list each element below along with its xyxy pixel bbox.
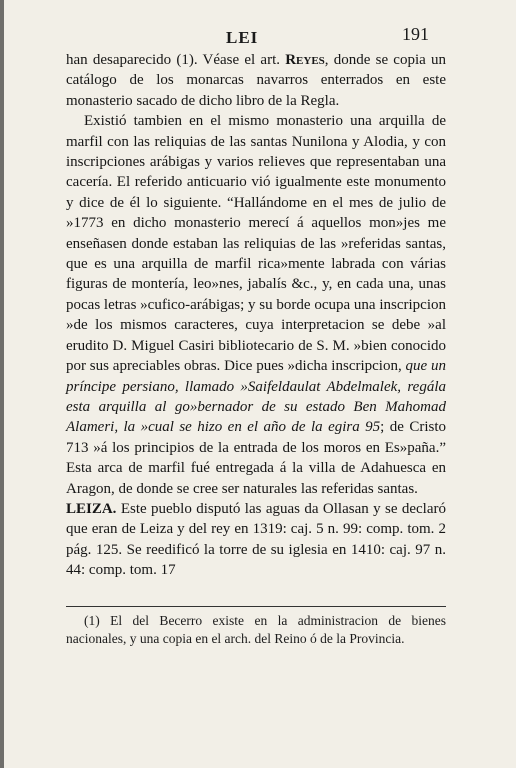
footnote-rule [66,606,446,607]
page-number: 191 [402,24,429,44]
entry-heading: LEIZA. [66,500,117,517]
cross-reference: Reyes [285,52,325,68]
entry-leiza [66,499,446,581]
paragraph-1-text-a: han desaparecido (1). Véase el art. [66,52,286,68]
paragraph-1-text-b: , donde se copia un catálogo de los monarcas navarros enterrados en este monasterio sacado de dicho libro de la Regla. [66,52,446,109]
footnote-text: (1) El del Becerro existe en la administracion de bienes nacionales, y una copia en el arch. del Reino ó de la Provincia. [66,613,446,646]
inscription-quote: que un príncipe persiano, llamado »Saifeldaulat Abdelmalek, regála esta arquilla al go»bernador de su estado Ben Mahomad Alameri, la »cual se hizo en el año de la egira 95 [66,358,446,436]
paragraph-2-text-b: ; de Cristo 713 »á los principios de la entrada de los moros en Es»paña.” Esta arca de marfil fué entregada á la villa de Adahuesca en Aragon, de donde se cree ser naturales las referidas santas. [66,419,446,497]
footnote [66,612,446,647]
main-text [66,50,446,581]
running-header [4,24,516,52]
book-page [4,0,516,768]
header-title: LEI [226,28,259,47]
entry-text: Este pueblo disputó las aguas da Ollasan y se declaró que eran de Leiza y del rey en 1319: caj. 5 n. 99: comp. tom. 2 pág. 125. Se reedificó la torre de su iglesia en 1410: caj. 97 n. 44: comp. tom. 17 [66,500,446,579]
paragraph-2 [66,111,446,499]
paragraph-2-text-a: Existió tambien en el mismo monasterio una arquilla de marfil con las reliquias de las santas Nunilona y Alodia, y con inscripciones arábigas y varios relieves que representaban una cacería. El referido anticuario vió igualmente este monumento y dice de él lo siguiente. “Hallándome en el mes de julio de »1773 en dicho monasterio merecí á aquellos mon»jes me enseñasen donde estaban las reliquias de las »referidas santas, que es una arquilla de marfil rica»mente labrada con várias figuras de montería, leo»nes, jabalís &c., y, en cada una, unas pocas letras »cufico-arábigas; y su borde ocupa una inscripcion »de los mismos caracteres, cuya interpretacion se debe »al erudito D. Miguel Casiri bibliotecario de S. M. »bien conocido por sus apreciables obras. Dice pues »dicha inscripcion, [66,113,446,375]
paragraph-1 [66,50,446,111]
